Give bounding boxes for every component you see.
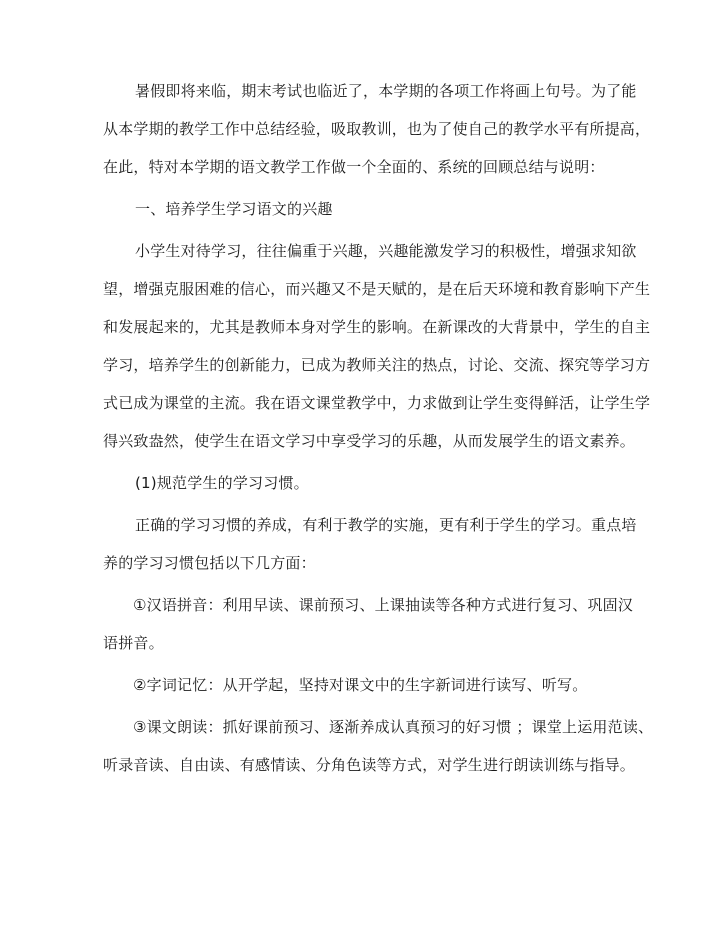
list-item-3-line-1: ③课文朗读：抓好课前预习、逐渐养成认真预习的好习惯 ；课堂上运用范读、 — [133, 718, 654, 736]
section-paragraph-line-4: 学习，培养学生的创新能力，已成为教师关注的热点，讨论、交流、探究等学习方 — [103, 356, 651, 374]
intro-paragraph-line-2: 从本学期的教学工作中总结经验，吸取教训，也为了使自己的教学水平有所提高， — [103, 120, 651, 138]
list-item-1-line-1: ①汉语拼音：利用早读、课前预习、上课抽读等各种方式进行复习、巩固汉 — [133, 596, 634, 614]
list-item-2: ②字词记忆：从开学起，坚持对课文中的生字新词进行读写、听写。 — [133, 676, 588, 694]
section-paragraph-line-3: 和发展起来的，尤其是教师本身对学生的影响。在新课改的大背景中，学生的自主 — [103, 318, 651, 336]
section-paragraph-line-6: 得兴致盎然，使学生在语文学习中享受学习的乐趣，从而发展学生的语文素养。 — [103, 432, 636, 450]
section-paragraph-line-5: 式已成为课堂的主流。我在语文课堂教学中，力求做到让学生变得鲜活，让学生学 — [103, 394, 651, 412]
section-heading: 一、培养学生学习语文的兴趣 — [135, 200, 333, 218]
section-paragraph-line-1: 小学生对待学习，往往偏重于兴趣，兴趣能激发学习的积极性，增强求知欲 — [135, 242, 637, 260]
list-item-1-line-2: 语拼音。 — [103, 634, 164, 652]
list-item-3-line-2: 听录音读、自由读、有感情读、分角色读等方式，对学生进行朗读训练与指导。 — [103, 756, 636, 774]
section-paragraph-line-2: 望，增强克服困难的信心，而兴趣又不是天赋的，是在后天环境和教育影响下产生 — [103, 280, 651, 298]
intro-paragraph-line-1: 暑假即将来临，期末考试也临近了，本学期的各项工作将画上句号。为了能 — [135, 82, 637, 100]
intro-paragraph-line-3: 在此，特对本学期的语文教学工作做一个全面的、系统的回顾总结与说明： — [103, 158, 605, 176]
subsection-paragraph-line-2: 养的学习习惯包括以下几方面： — [103, 554, 316, 572]
subsection-paragraph-line-1: 正确的学习习惯的养成，有利于教学的实施，更有利于学生的学习。重点培 — [135, 516, 637, 534]
subsection-heading: (1)规范学生的学习习惯。 — [135, 474, 309, 492]
